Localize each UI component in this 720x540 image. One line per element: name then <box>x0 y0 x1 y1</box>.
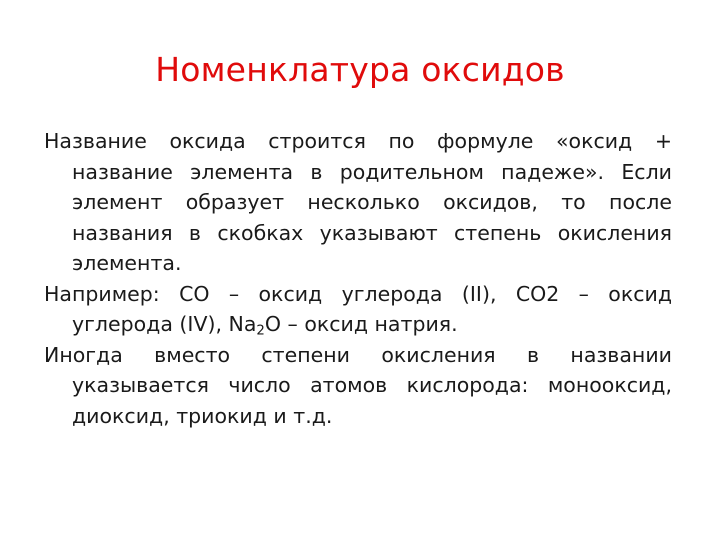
examples-text-end: O – оксид натрия. <box>264 312 458 336</box>
slide-body <box>44 126 672 431</box>
examples-text-start: Например: CO – оксид углерода (II), CO2 – оксид углерода (IV), Na <box>44 281 672 336</box>
paragraph-oxygen-count: Иногда вместо степени окисления в названии указывается число атомов кислорода: монооксид, диоксид, триокид и т.д. <box>44 342 672 428</box>
slide-title: Номенклатура оксидов <box>155 50 565 89</box>
sodium-subscript: 2 <box>256 323 265 339</box>
paragraph-examples <box>44 279 672 340</box>
paragraph-naming-rule: Название оксида строится по формуле «оксид + название элемента в родительном падеже». Если элемент образует несколько оксидов, то после названия в скобках указывают степень окисления элемента. <box>44 129 672 275</box>
